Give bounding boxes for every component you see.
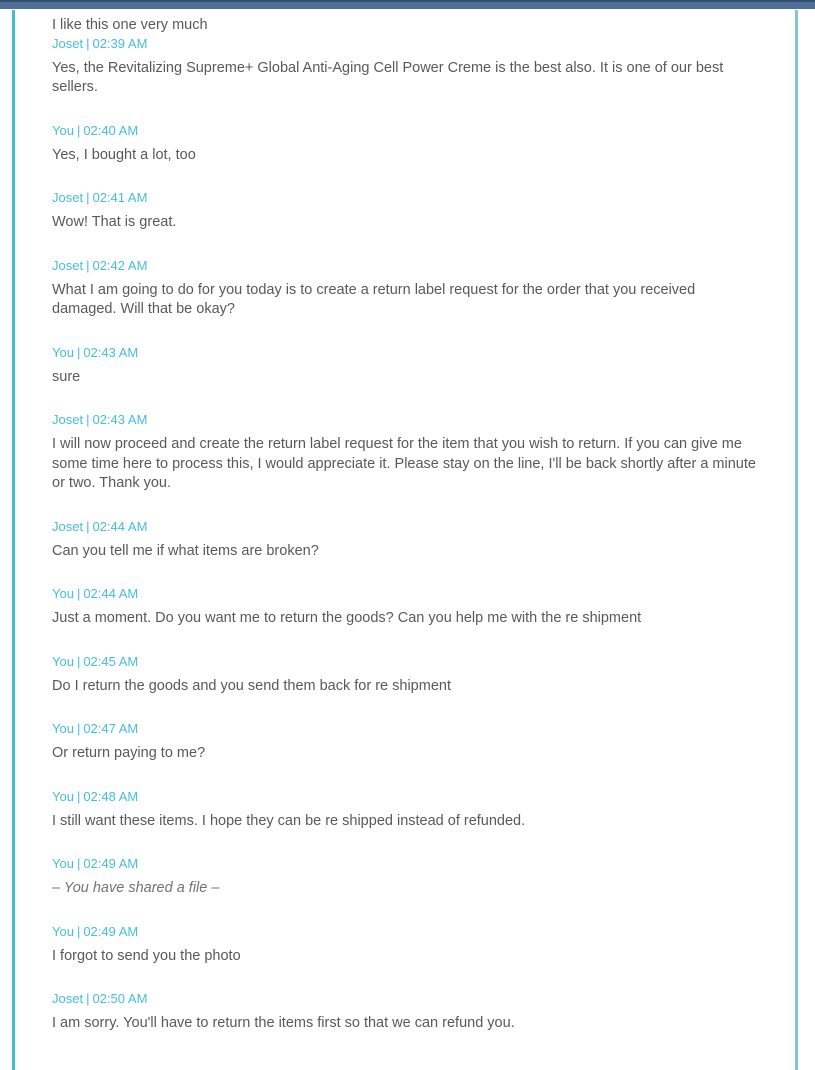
chat-message bbox=[52, 258, 758, 320]
message-timestamp: 02:43 AM bbox=[83, 344, 139, 360]
file-shared-notice: – You have shared a file – bbox=[52, 880, 220, 896]
header-separator: | bbox=[86, 412, 90, 427]
sender-name: Joset bbox=[52, 412, 84, 427]
chat-message-text: Just a moment. Do you want me to return the goods? Can you help me with the re shipment bbox=[52, 610, 642, 626]
sender-name: Joset bbox=[52, 518, 84, 534]
sender-name: You bbox=[52, 721, 74, 736]
header-separator: | bbox=[76, 653, 81, 669]
header-separator: | bbox=[76, 344, 81, 360]
window-top-bar bbox=[0, 0, 815, 9]
chat-message-text: I forgot to send you the photo bbox=[52, 947, 241, 964]
chat-message bbox=[52, 412, 758, 494]
sender-name: You bbox=[52, 788, 74, 804]
chat-message bbox=[52, 991, 758, 1034]
header-separator: | bbox=[76, 788, 81, 804]
chat-message bbox=[52, 721, 758, 764]
message-timestamp: 02:41 AM bbox=[92, 190, 148, 205]
chat-message-text: Wow! That is great. bbox=[52, 214, 177, 230]
chat-message bbox=[52, 586, 758, 629]
sender-name: You bbox=[52, 653, 74, 669]
chat-message-text: Yes, the Revitalizing Supreme+ Global Anti-Aging Cell Power Creme is the best also. It is one of our best sellers. bbox=[52, 59, 724, 95]
chat-message-text: sure bbox=[52, 368, 81, 385]
header-separator: | bbox=[86, 35, 90, 51]
message-timestamp: 02:40 AM bbox=[83, 122, 139, 138]
chat-message-header bbox=[52, 856, 758, 871]
sender-name: You bbox=[52, 923, 74, 939]
chat-message-text: Or return paying to me? bbox=[52, 745, 206, 761]
chat-message-header bbox=[52, 586, 758, 601]
message-timestamp: 02:49 AM bbox=[83, 923, 139, 939]
chat-message-text: Yes, I bought a lot, too bbox=[52, 146, 196, 163]
chat-message-list bbox=[52, 36, 758, 1034]
chat-message bbox=[52, 123, 758, 166]
chat-transcript[interactable] bbox=[52, 10, 758, 1034]
sender-name: You bbox=[52, 856, 74, 871]
message-timestamp: 02:42 AM bbox=[92, 257, 148, 273]
chat-message-header bbox=[52, 654, 758, 669]
sender-name: Joset bbox=[52, 35, 84, 51]
chat-message-header bbox=[52, 519, 758, 534]
chat-message-text: Do I return the goods and you send them back for re shipment bbox=[52, 677, 451, 694]
header-separator: | bbox=[76, 586, 81, 601]
chat-message-header bbox=[52, 721, 758, 736]
chat-message-header bbox=[52, 190, 758, 205]
chat-message-header bbox=[52, 36, 758, 51]
chat-message-text-continued: I like this one very much bbox=[52, 17, 208, 33]
chat-message-text: I still want these items. I hope they can be re shipped instead of refunded. bbox=[52, 812, 526, 829]
message-timestamp: 02:48 AM bbox=[83, 788, 139, 804]
chat-message bbox=[52, 789, 758, 832]
sender-name: You bbox=[52, 344, 74, 360]
chat-message-header bbox=[52, 345, 758, 360]
chat-message-header bbox=[52, 258, 758, 273]
header-separator: | bbox=[86, 518, 90, 534]
chat-message bbox=[52, 36, 758, 98]
message-timestamp: 02:39 AM bbox=[92, 35, 148, 51]
chat-message-text: I am sorry. You'll have to return the items first so that we can refund you. bbox=[52, 1015, 515, 1031]
sender-name: Joset bbox=[52, 190, 84, 205]
header-separator: | bbox=[76, 721, 81, 736]
sender-name: You bbox=[52, 586, 74, 601]
chat-message bbox=[52, 856, 758, 899]
message-timestamp: 02:49 AM bbox=[83, 856, 139, 871]
header-separator: | bbox=[76, 923, 81, 939]
header-separator: | bbox=[86, 991, 90, 1006]
chat-message-text: What I am going to do for you today is to create a return label request for the order that you received damaged. Will that be okay? bbox=[52, 281, 696, 317]
message-timestamp: 02:47 AM bbox=[83, 721, 139, 736]
message-timestamp: 02:44 AM bbox=[92, 518, 148, 534]
chat-message bbox=[52, 924, 758, 967]
message-timestamp: 02:50 AM bbox=[92, 991, 148, 1006]
message-timestamp: 02:45 AM bbox=[83, 653, 139, 669]
chat-message-header bbox=[52, 924, 758, 939]
chat-panel-right-border bbox=[795, 10, 798, 1070]
message-timestamp: 02:43 AM bbox=[92, 412, 148, 427]
chat-message-text: Can you tell me if what items are broken? bbox=[52, 542, 319, 559]
chat-message bbox=[52, 654, 758, 697]
header-separator: | bbox=[86, 257, 90, 273]
chat-message-header bbox=[52, 412, 758, 427]
sender-name: Joset bbox=[52, 257, 84, 273]
chat-panel-left-border bbox=[12, 10, 15, 1070]
message-timestamp: 02:44 AM bbox=[83, 586, 139, 601]
chat-message-header bbox=[52, 123, 758, 138]
header-separator: | bbox=[86, 190, 90, 205]
chat-message bbox=[52, 519, 758, 562]
chat-message bbox=[52, 345, 758, 388]
header-separator: | bbox=[76, 856, 81, 871]
chat-message-header bbox=[52, 789, 758, 804]
chat-message bbox=[52, 190, 758, 233]
header-separator: | bbox=[76, 122, 81, 138]
chat-message-text: I will now proceed and create the return label request for the item that you wish to return. If you can give me some time here to process this, I would appreciate it. Please stay on the line, I'll be back shortly after a minute or two. Thank you. bbox=[52, 436, 756, 491]
sender-name: Joset bbox=[52, 991, 84, 1006]
sender-name: You bbox=[52, 122, 74, 138]
chat-message-header bbox=[52, 991, 758, 1006]
